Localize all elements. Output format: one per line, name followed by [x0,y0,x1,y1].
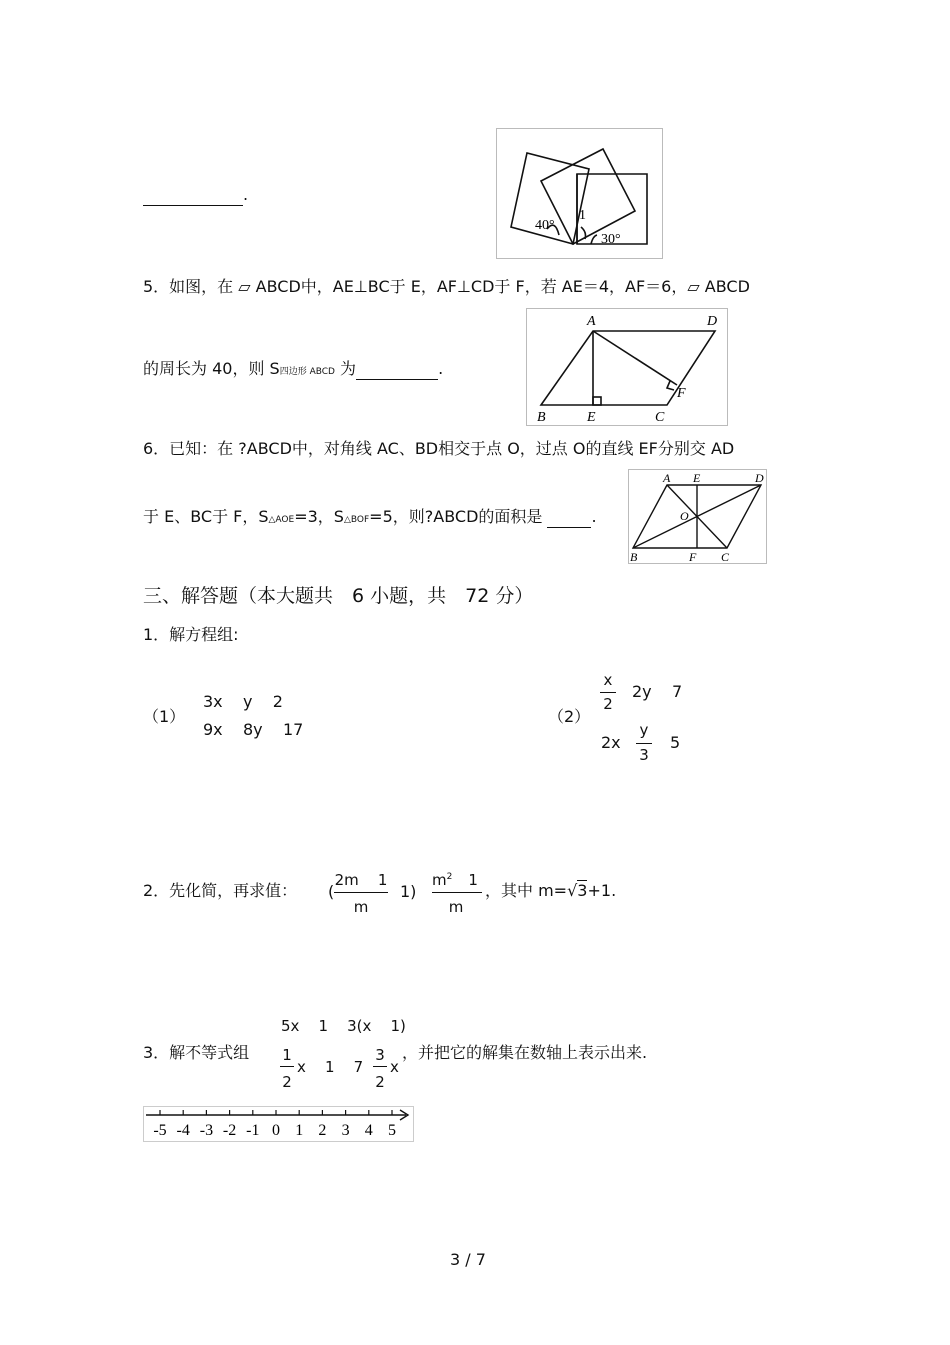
label-a: A [663,471,671,485]
sqrt-sign: √ [567,881,578,900]
square-middle [541,149,635,244]
frac-y-over-3-num: y [639,721,649,739]
frac-bar [636,743,652,744]
label-f: F [689,550,697,563]
answer-blank [356,359,438,380]
q5-line1: 5．如图，在 ▱ ABCD中，AE⊥BC于 E，AF⊥CD于 F，若 AE＝4，AF＝6，▱ ABCD [143,277,750,296]
p3-x: x [390,1058,399,1076]
parallelogram-diagram-2 [629,470,766,563]
frac-bar [432,892,482,893]
label-b: B [630,550,638,563]
tick-label: -5 [153,1122,167,1139]
p2-frac1-den: m [353,898,369,916]
figure-parallelogram-2 [628,469,767,564]
p3-mid: x 1 7 [297,1058,364,1076]
tick-label: 4 [364,1122,373,1139]
tick-label: -4 [176,1122,190,1139]
frac-bar [280,1066,294,1067]
angle-label-30: 30° [601,232,621,247]
altitude-af [593,331,677,385]
frac-bar [600,692,616,693]
q4-answer: . [143,185,248,206]
p2-frac1-num: 2m 1 [334,871,388,889]
label-c: C [655,410,665,425]
label-o: O [680,509,689,523]
q6-line1: 6．已知：在 ?ABCD中，对角线 AC、BD相交于点 O，过点 O的直线 EF分别交 AD [143,439,735,458]
frac-x-over-2-den: 2 [603,695,613,713]
q5-subscript: 四边形 ABCD [279,367,335,377]
frac-bar [334,892,388,893]
number-line [143,1106,414,1142]
p2-lparen: ( [328,882,335,901]
sys1-eq1: 3x y 2 [203,692,283,711]
label-a: A [587,314,596,329]
sys2-2x: 2x [601,733,621,752]
q5-line2: 的周长为 40，则 S四边形 ABCD 为 . [143,359,444,378]
p2-mid: 1) [400,882,417,901]
tick-label: 3 [341,1122,350,1139]
label-b: B [537,410,546,425]
page-number: 3 / 7 [450,1250,486,1269]
angle-label-40: 40° [535,218,555,233]
p1-sub2-label: （2） [548,707,591,726]
p3-ineq1: 5x 1 3(x 1) [281,1017,406,1035]
tick-label: 0 [272,1122,280,1139]
p1-title: 1．解方程组: [143,625,239,644]
angle-arc-1 [581,227,586,239]
frac-bar [373,1066,387,1067]
tick-label: -3 [199,1122,214,1139]
label-c: C [721,550,730,563]
label-e: E [693,471,701,485]
number-line-svg [144,1107,413,1141]
p3-suffix: ，并把它的解集在数轴上表示出来. [402,1043,648,1062]
label-d: D [755,471,764,485]
answer-blank [547,507,591,528]
sys2-eq1-rest: 2y 7 [632,682,683,701]
p2-suffix: ，其中 m=√3+1. [485,881,617,900]
label-f: F [677,386,686,401]
p3-frac2-num: 3 [375,1046,385,1064]
parallelogram-diagram-1 [527,309,727,425]
p3-frac2-den: 2 [375,1073,385,1091]
figure-parallelogram-1 [526,308,728,426]
p2-frac2-den: m [448,898,464,916]
tick-label: 1 [295,1122,304,1139]
squares-diagram [497,129,662,258]
label-e: E [587,410,596,425]
section-heading: 三、解答题（本大题共 6 小题，共 72 分） [143,585,534,607]
tick-label: 2 [318,1122,327,1139]
q6-line2: 于 E、BC于 F，S△AOE=3，S△BOF=5，则?ABCD的面积是 . [143,507,597,526]
label-d: D [707,314,718,329]
right-angle-e [593,397,601,405]
p3-frac1-den: 2 [282,1073,292,1091]
p2-frac2-num: $m^2$ 1 [432,871,478,889]
answer-blank [143,185,243,206]
tick-label: 5 [388,1122,396,1139]
frac-y-over-3-den: 3 [639,746,649,764]
p1-sub1-label: （1） [143,707,186,726]
tick-label: -2 [222,1122,237,1139]
angle-arc-30 [591,235,597,244]
frac-x-over-2-num: x [603,671,613,689]
p2-prefix: 2．先化简，再求值： [143,881,298,900]
angle-label-1: 1 [579,208,586,223]
sys1-eq2: 9x 8y 17 [203,720,304,739]
p3-frac1-num: 1 [282,1046,292,1064]
parallelogram-abcd [541,331,715,405]
p3-prefix: 3．解不等式组 [143,1043,250,1062]
sys2-eq2-rest: 5 [670,733,681,752]
figure-squares [496,128,663,259]
tick-label: -1 [246,1122,260,1139]
